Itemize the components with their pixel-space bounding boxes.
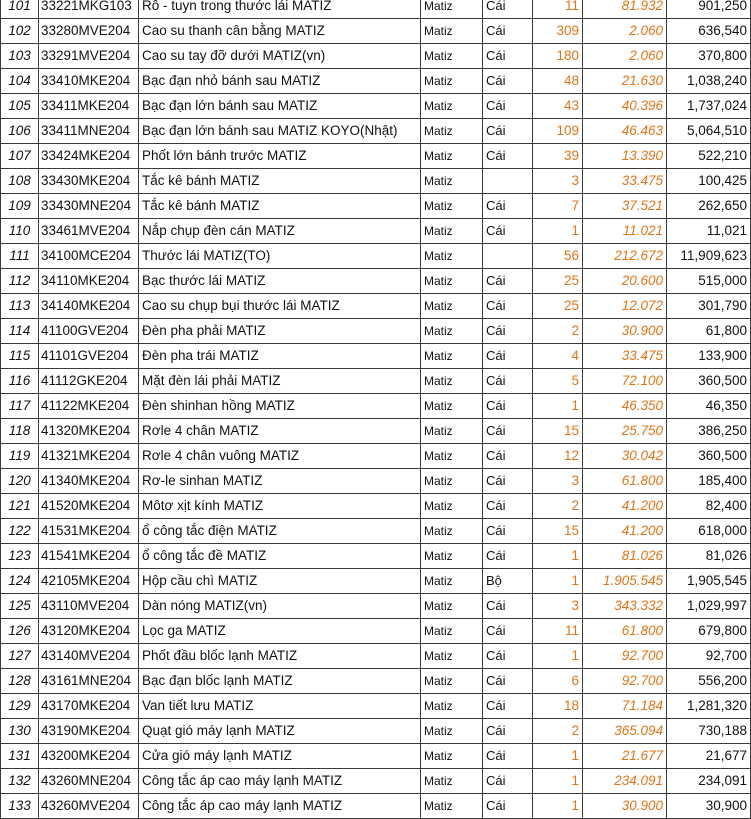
amount-cell[interactable]: 360,500	[667, 444, 751, 469]
amount-cell[interactable]: 81,026	[667, 544, 751, 569]
part-name-cell[interactable]: Cửa gió máy lạnh MATIZ	[139, 744, 421, 769]
unit-price-cell[interactable]: 37.521	[583, 194, 667, 219]
unit-price-cell[interactable]: 21.677	[583, 744, 667, 769]
quantity-cell[interactable]: 11	[533, 0, 583, 19]
unit-cell[interactable]: Cái	[483, 144, 533, 169]
table-row	[1, 744, 751, 769]
brand-cell[interactable]: Matiz	[421, 244, 483, 269]
table-row	[1, 244, 751, 269]
part-code-cell[interactable]: 43161MNE204	[39, 669, 139, 694]
part-name-cell[interactable]: Tắc kê bánh MATIZ	[139, 169, 421, 194]
part-code-cell[interactable]: 41101GVE204	[39, 344, 139, 369]
unit-price-cell[interactable]: 72.100	[583, 369, 667, 394]
row-number-cell[interactable]: 122	[1, 519, 39, 544]
part-name-cell[interactable]: Tắc kê bánh MATIZ	[139, 194, 421, 219]
unit-price-cell[interactable]: 71.184	[583, 694, 667, 719]
part-name-cell[interactable]: Bạc đạn blốc lạnh MATIZ	[139, 669, 421, 694]
unit-cell[interactable]: Cái	[483, 794, 533, 819]
amount-cell[interactable]: 386,250	[667, 419, 751, 444]
unit-price-cell[interactable]: 21.630	[583, 69, 667, 94]
unit-cell[interactable]: Cái	[483, 269, 533, 294]
table-row	[1, 119, 751, 144]
part-code-cell[interactable]: 33430MKE204	[39, 169, 139, 194]
unit-cell[interactable]: Cái	[483, 694, 533, 719]
brand-cell[interactable]: Matiz	[421, 744, 483, 769]
table-row	[1, 169, 751, 194]
unit-cell[interactable]: Cái	[483, 444, 533, 469]
quantity-cell[interactable]: 56	[533, 244, 583, 269]
unit-cell[interactable]: Cái	[483, 194, 533, 219]
amount-cell[interactable]: 11,021	[667, 219, 751, 244]
unit-price-cell[interactable]: 365.094	[583, 719, 667, 744]
part-name-cell[interactable]: Quạt gió máy lạnh MATIZ	[139, 719, 421, 744]
row-number-cell[interactable]: 115	[1, 344, 39, 369]
quantity-cell[interactable]: 2	[533, 494, 583, 519]
brand-cell[interactable]: Matiz	[421, 569, 483, 594]
table-row	[1, 44, 751, 69]
part-name-cell[interactable]: Bạc đạn lớn bánh sau MATIZ	[139, 94, 421, 119]
brand-cell[interactable]: Matiz	[421, 369, 483, 394]
unit-price-cell[interactable]: 46.463	[583, 119, 667, 144]
part-code-cell[interactable]: 41112GKE204	[39, 369, 139, 394]
brand-cell[interactable]: Matiz	[421, 94, 483, 119]
brand-cell[interactable]: Matiz	[421, 119, 483, 144]
brand-cell[interactable]: Matiz	[421, 544, 483, 569]
part-name-cell[interactable]: Công tắc áp cao máy lạnh MATIZ	[139, 769, 421, 794]
table-row	[1, 219, 751, 244]
quantity-cell[interactable]: 15	[533, 419, 583, 444]
amount-cell[interactable]: 21,677	[667, 744, 751, 769]
amount-cell[interactable]: 679,800	[667, 619, 751, 644]
row-number-cell[interactable]: 130	[1, 719, 39, 744]
unit-price-cell[interactable]: 11.021	[583, 219, 667, 244]
unit-cell[interactable]: Cái	[483, 0, 533, 19]
part-code-cell[interactable]: 34110MKE204	[39, 269, 139, 294]
table-row	[1, 0, 751, 19]
amount-cell[interactable]: 901,250	[667, 0, 751, 19]
quantity-cell[interactable]: 1	[533, 769, 583, 794]
quantity-cell[interactable]: 39	[533, 144, 583, 169]
table-row	[1, 419, 751, 444]
part-code-cell[interactable]: 41531MKE204	[39, 519, 139, 544]
table-row	[1, 319, 751, 344]
quantity-cell[interactable]: 11	[533, 619, 583, 644]
table-row	[1, 619, 751, 644]
table-row	[1, 444, 751, 469]
row-number-cell[interactable]: 127	[1, 644, 39, 669]
amount-cell[interactable]: 61,800	[667, 319, 751, 344]
amount-cell[interactable]: 618,000	[667, 519, 751, 544]
part-name-cell[interactable]: Bạc thước lái MATIZ	[139, 269, 421, 294]
quantity-cell[interactable]: 1	[533, 644, 583, 669]
amount-cell[interactable]: 1,905,545	[667, 569, 751, 594]
row-number-cell[interactable]: 119	[1, 444, 39, 469]
unit-price-cell[interactable]: 41.200	[583, 519, 667, 544]
quantity-cell[interactable]: 180	[533, 44, 583, 69]
unit-price-cell[interactable]: 61.800	[583, 619, 667, 644]
table-body	[1, 0, 751, 819]
unit-cell[interactable]: Cái	[483, 294, 533, 319]
part-name-cell[interactable]: Van tiết lưu MATIZ	[139, 694, 421, 719]
amount-cell[interactable]: 360,500	[667, 369, 751, 394]
row-number-cell[interactable]: 124	[1, 569, 39, 594]
part-name-cell[interactable]: Rơ-le sinhan MATIZ	[139, 469, 421, 494]
unit-price-cell[interactable]: 81.026	[583, 544, 667, 569]
brand-cell[interactable]: Matiz	[421, 269, 483, 294]
amount-cell[interactable]: 234,091	[667, 769, 751, 794]
quantity-cell[interactable]: 48	[533, 69, 583, 94]
amount-cell[interactable]: 185,400	[667, 469, 751, 494]
part-code-cell[interactable]: 33430MNE204	[39, 194, 139, 219]
unit-price-cell[interactable]: 30.900	[583, 794, 667, 819]
amount-cell[interactable]: 636,540	[667, 19, 751, 44]
row-number-cell[interactable]: 114	[1, 319, 39, 344]
amount-cell[interactable]: 301,790	[667, 294, 751, 319]
brand-cell[interactable]: Matiz	[421, 44, 483, 69]
row-number-cell[interactable]: 101	[1, 0, 39, 19]
part-code-cell[interactable]: 41321MKE204	[39, 444, 139, 469]
unit-cell[interactable]: Cái	[483, 469, 533, 494]
part-name-cell[interactable]: Môtơ xịt kính MATIZ	[139, 494, 421, 519]
unit-price-cell[interactable]: 30.900	[583, 319, 667, 344]
quantity-cell[interactable]: 5	[533, 369, 583, 394]
amount-cell[interactable]: 556,200	[667, 669, 751, 694]
row-number-cell[interactable]: 103	[1, 44, 39, 69]
row-number-cell[interactable]: 102	[1, 19, 39, 44]
table-row	[1, 494, 751, 519]
amount-cell[interactable]: 92,700	[667, 644, 751, 669]
amount-cell[interactable]: 5,064,510	[667, 119, 751, 144]
unit-price-cell[interactable]: 343.332	[583, 594, 667, 619]
part-name-cell[interactable]: Mặt đèn lái phải MATIZ	[139, 369, 421, 394]
part-code-cell[interactable]: 43140MVE204	[39, 644, 139, 669]
row-number-cell[interactable]: 123	[1, 544, 39, 569]
brand-cell[interactable]: Matiz	[421, 694, 483, 719]
unit-price-cell[interactable]: 25.750	[583, 419, 667, 444]
amount-cell[interactable]: 1,281,320	[667, 694, 751, 719]
part-name-cell[interactable]: ổ công tắc đề MATIZ	[139, 544, 421, 569]
part-code-cell[interactable]: 33221MKG103	[39, 0, 139, 19]
table-row	[1, 369, 751, 394]
amount-cell[interactable]: 30,900	[667, 794, 751, 819]
unit-price-cell[interactable]: 61.800	[583, 469, 667, 494]
unit-price-cell[interactable]: 2.060	[583, 44, 667, 69]
part-code-cell[interactable]: 34100MCE204	[39, 244, 139, 269]
row-number-cell[interactable]: 105	[1, 94, 39, 119]
part-name-cell[interactable]: Rơle 4 chân MATIZ	[139, 419, 421, 444]
unit-cell[interactable]: Cái	[483, 594, 533, 619]
quantity-cell[interactable]: 43	[533, 94, 583, 119]
part-name-cell[interactable]: Cao su chụp bụi thước lái MATIZ	[139, 294, 421, 319]
part-code-cell[interactable]: 33461MVE204	[39, 219, 139, 244]
row-number-cell[interactable]: 106	[1, 119, 39, 144]
brand-cell[interactable]: Matiz	[421, 644, 483, 669]
unit-cell[interactable]	[483, 244, 533, 269]
brand-cell[interactable]: Matiz	[421, 494, 483, 519]
part-code-cell[interactable]: 42105MKE204	[39, 569, 139, 594]
row-number-cell[interactable]: 133	[1, 794, 39, 819]
table-row	[1, 594, 751, 619]
quantity-cell[interactable]: 1	[533, 394, 583, 419]
part-code-cell[interactable]: 43120MKE204	[39, 619, 139, 644]
unit-cell[interactable]: Bộ	[483, 569, 533, 594]
brand-cell[interactable]: Matiz	[421, 769, 483, 794]
quantity-cell[interactable]: 109	[533, 119, 583, 144]
table-row	[1, 469, 751, 494]
table-row	[1, 194, 751, 219]
amount-cell[interactable]: 370,800	[667, 44, 751, 69]
unit-price-cell[interactable]: 40.396	[583, 94, 667, 119]
part-code-cell[interactable]: 41122MKE204	[39, 394, 139, 419]
part-code-cell[interactable]: 34140MKE204	[39, 294, 139, 319]
quantity-cell[interactable]: 3	[533, 169, 583, 194]
row-number-cell[interactable]: 109	[1, 194, 39, 219]
unit-cell[interactable]: Cái	[483, 719, 533, 744]
unit-cell[interactable]: Cái	[483, 619, 533, 644]
quantity-cell[interactable]: 3	[533, 469, 583, 494]
part-code-cell[interactable]: 33410MKE204	[39, 69, 139, 94]
part-name-cell[interactable]: Đèn pha trái MATIZ	[139, 344, 421, 369]
table-row	[1, 69, 751, 94]
unit-price-cell[interactable]: 41.200	[583, 494, 667, 519]
brand-cell[interactable]: Matiz	[421, 394, 483, 419]
table-row	[1, 144, 751, 169]
row-number-cell[interactable]: 113	[1, 294, 39, 319]
part-code-cell[interactable]: 33291MVE204	[39, 44, 139, 69]
row-number-cell[interactable]: 121	[1, 494, 39, 519]
part-code-cell[interactable]: 41100GVE204	[39, 319, 139, 344]
part-code-cell[interactable]: 41340MKE204	[39, 469, 139, 494]
brand-cell[interactable]: Matiz	[421, 169, 483, 194]
part-name-cell[interactable]: ổ công tắc điện MATIZ	[139, 519, 421, 544]
row-number-cell[interactable]: 120	[1, 469, 39, 494]
part-name-cell[interactable]: Nắp chụp đèn cán MATIZ	[139, 219, 421, 244]
unit-price-cell[interactable]: 2.060	[583, 19, 667, 44]
unit-price-cell[interactable]: 30.042	[583, 444, 667, 469]
table-row	[1, 394, 751, 419]
part-name-cell[interactable]: Bạc đạn nhỏ bánh sau MATIZ	[139, 69, 421, 94]
part-name-cell[interactable]: Lọc ga MATIZ	[139, 619, 421, 644]
unit-cell[interactable]: Cái	[483, 769, 533, 794]
row-number-cell[interactable]: 111	[1, 244, 39, 269]
part-name-cell[interactable]: Cao su tay đỡ dưới MATIZ(vn)	[139, 44, 421, 69]
part-name-cell[interactable]: Rơle 4 chân vuông MATIZ	[139, 444, 421, 469]
amount-cell[interactable]: 515,000	[667, 269, 751, 294]
row-number-cell[interactable]: 116	[1, 369, 39, 394]
part-code-cell[interactable]: 43110MVE204	[39, 594, 139, 619]
row-number-cell[interactable]: 126	[1, 619, 39, 644]
table-row	[1, 294, 751, 319]
brand-cell[interactable]: Matiz	[421, 719, 483, 744]
unit-price-cell[interactable]: 92.700	[583, 669, 667, 694]
row-number-cell[interactable]: 117	[1, 394, 39, 419]
part-code-cell[interactable]: 41320MKE204	[39, 419, 139, 444]
table-row	[1, 569, 751, 594]
quantity-cell[interactable]: 25	[533, 294, 583, 319]
brand-cell[interactable]: Matiz	[421, 0, 483, 19]
table-row	[1, 644, 751, 669]
unit-price-cell[interactable]: 33.475	[583, 344, 667, 369]
amount-cell[interactable]: 133,900	[667, 344, 751, 369]
part-code-cell[interactable]: 43170MKE204	[39, 694, 139, 719]
part-name-cell[interactable]: Phốt lớn bánh trước MATIZ	[139, 144, 421, 169]
brand-cell[interactable]: Matiz	[421, 669, 483, 694]
unit-cell[interactable]: Cái	[483, 94, 533, 119]
amount-cell[interactable]: 82,400	[667, 494, 751, 519]
table-row	[1, 694, 751, 719]
amount-cell[interactable]: 11,909,623	[667, 244, 751, 269]
quantity-cell[interactable]: 4	[533, 344, 583, 369]
amount-cell[interactable]: 1,737,024	[667, 94, 751, 119]
quantity-cell[interactable]: 6	[533, 669, 583, 694]
brand-cell[interactable]: Matiz	[421, 519, 483, 544]
part-name-cell[interactable]: Rô - tuyn trong thước lái MATIZ	[139, 0, 421, 19]
unit-price-cell[interactable]: 20.600	[583, 269, 667, 294]
part-name-cell[interactable]: Đèn pha phải MATIZ	[139, 319, 421, 344]
part-name-cell[interactable]: Bạc đạn lớn bánh sau MATIZ KOYO(Nhật)	[139, 119, 421, 144]
unit-cell[interactable]: Cái	[483, 369, 533, 394]
table-row	[1, 769, 751, 794]
brand-cell[interactable]: Matiz	[421, 194, 483, 219]
part-name-cell[interactable]: Hộp cầu chì MATIZ	[139, 569, 421, 594]
part-code-cell[interactable]: 33411MNE204	[39, 119, 139, 144]
brand-cell[interactable]: Matiz	[421, 319, 483, 344]
brand-cell[interactable]: Matiz	[421, 69, 483, 94]
unit-cell[interactable]	[483, 169, 533, 194]
amount-cell[interactable]: 730,188	[667, 719, 751, 744]
brand-cell[interactable]: Matiz	[421, 619, 483, 644]
table-row	[1, 344, 751, 369]
part-code-cell[interactable]: 33280MVE204	[39, 19, 139, 44]
unit-price-cell[interactable]: 1.905.545	[583, 569, 667, 594]
row-number-cell[interactable]: 118	[1, 419, 39, 444]
unit-cell[interactable]: Cái	[483, 19, 533, 44]
unit-cell[interactable]: Cái	[483, 44, 533, 69]
unit-cell[interactable]: Cái	[483, 519, 533, 544]
brand-cell[interactable]: Matiz	[421, 219, 483, 244]
part-name-cell[interactable]: Công tắc áp cao máy lạnh MATIZ	[139, 794, 421, 819]
row-number-cell[interactable]: 110	[1, 219, 39, 244]
table-row	[1, 719, 751, 744]
table-row	[1, 94, 751, 119]
row-number-cell[interactable]: 107	[1, 144, 39, 169]
unit-cell[interactable]: Cái	[483, 644, 533, 669]
part-name-cell[interactable]: Dàn nóng MATIZ(vn)	[139, 594, 421, 619]
quantity-cell[interactable]: 1	[533, 794, 583, 819]
brand-cell[interactable]: Matiz	[421, 294, 483, 319]
quantity-cell[interactable]: 18	[533, 694, 583, 719]
unit-cell[interactable]: Cái	[483, 419, 533, 444]
quantity-cell[interactable]: 15	[533, 519, 583, 544]
part-code-cell[interactable]: 43200MKE204	[39, 744, 139, 769]
brand-cell[interactable]: Matiz	[421, 419, 483, 444]
unit-price-cell[interactable]: 12.072	[583, 294, 667, 319]
part-code-cell[interactable]: 33424MKE204	[39, 144, 139, 169]
unit-price-cell[interactable]: 234.091	[583, 769, 667, 794]
unit-cell[interactable]: Cái	[483, 544, 533, 569]
unit-cell[interactable]: Cái	[483, 394, 533, 419]
brand-cell[interactable]: Matiz	[421, 19, 483, 44]
row-number-cell[interactable]: 125	[1, 594, 39, 619]
amount-cell[interactable]: 262,650	[667, 194, 751, 219]
table-row	[1, 669, 751, 694]
part-code-cell[interactable]: 33411MKE204	[39, 94, 139, 119]
row-number-cell[interactable]: 112	[1, 269, 39, 294]
amount-cell[interactable]: 1,029,997	[667, 594, 751, 619]
row-number-cell[interactable]: 129	[1, 694, 39, 719]
table-row	[1, 519, 751, 544]
unit-cell[interactable]: Cái	[483, 494, 533, 519]
unit-price-cell[interactable]: 33.475	[583, 169, 667, 194]
unit-cell[interactable]: Cái	[483, 669, 533, 694]
row-number-cell[interactable]: 108	[1, 169, 39, 194]
amount-cell[interactable]: 522,210	[667, 144, 751, 169]
amount-cell[interactable]: 100,425	[667, 169, 751, 194]
part-code-cell[interactable]: 41520MKE204	[39, 494, 139, 519]
part-code-cell[interactable]: 43260MVE204	[39, 794, 139, 819]
unit-price-cell[interactable]: 92.700	[583, 644, 667, 669]
part-code-cell[interactable]: 41541MKE204	[39, 544, 139, 569]
row-number-cell[interactable]: 128	[1, 669, 39, 694]
quantity-cell[interactable]: 3	[533, 594, 583, 619]
table-row	[1, 794, 751, 819]
brand-cell[interactable]: Matiz	[421, 594, 483, 619]
part-code-cell[interactable]: 43260MNE204	[39, 769, 139, 794]
part-name-cell[interactable]: Thước lái MATIZ(TO)	[139, 244, 421, 269]
table-row	[1, 269, 751, 294]
part-name-cell[interactable]: Cao su thanh cân bằng MATIZ	[139, 19, 421, 44]
row-number-cell[interactable]: 131	[1, 744, 39, 769]
part-name-cell[interactable]: Đèn shinhan hồng MATIZ	[139, 394, 421, 419]
quantity-cell[interactable]: 7	[533, 194, 583, 219]
row-number-cell[interactable]: 132	[1, 769, 39, 794]
quantity-cell[interactable]: 25	[533, 269, 583, 294]
unit-cell[interactable]: Cái	[483, 744, 533, 769]
amount-cell[interactable]: 1,038,240	[667, 69, 751, 94]
unit-cell[interactable]: Cái	[483, 344, 533, 369]
unit-price-cell[interactable]: 81.932	[583, 0, 667, 19]
quantity-cell[interactable]: 309	[533, 19, 583, 44]
brand-cell[interactable]: Matiz	[421, 344, 483, 369]
brand-cell[interactable]: Matiz	[421, 144, 483, 169]
amount-cell[interactable]: 46,350	[667, 394, 751, 419]
quantity-cell[interactable]: 1	[533, 544, 583, 569]
unit-price-cell[interactable]: 212.672	[583, 244, 667, 269]
brand-cell[interactable]: Matiz	[421, 469, 483, 494]
quantity-cell[interactable]: 1	[533, 219, 583, 244]
quantity-cell[interactable]: 2	[533, 719, 583, 744]
row-number-cell[interactable]: 104	[1, 69, 39, 94]
quantity-cell[interactable]: 12	[533, 444, 583, 469]
unit-cell[interactable]: Cái	[483, 119, 533, 144]
brand-cell[interactable]: Matiz	[421, 444, 483, 469]
unit-price-cell[interactable]: 46.350	[583, 394, 667, 419]
part-code-cell[interactable]: 43190MKE204	[39, 719, 139, 744]
unit-price-cell[interactable]: 13.390	[583, 144, 667, 169]
quantity-cell[interactable]: 2	[533, 319, 583, 344]
quantity-cell[interactable]: 1	[533, 744, 583, 769]
table-row	[1, 19, 751, 44]
brand-cell[interactable]: Matiz	[421, 794, 483, 819]
unit-cell[interactable]: Cái	[483, 69, 533, 94]
unit-cell[interactable]: Cái	[483, 319, 533, 344]
part-name-cell[interactable]: Phốt đầu blốc lạnh MATIZ	[139, 644, 421, 669]
table-row	[1, 544, 751, 569]
quantity-cell[interactable]: 1	[533, 569, 583, 594]
unit-cell[interactable]: Cái	[483, 219, 533, 244]
